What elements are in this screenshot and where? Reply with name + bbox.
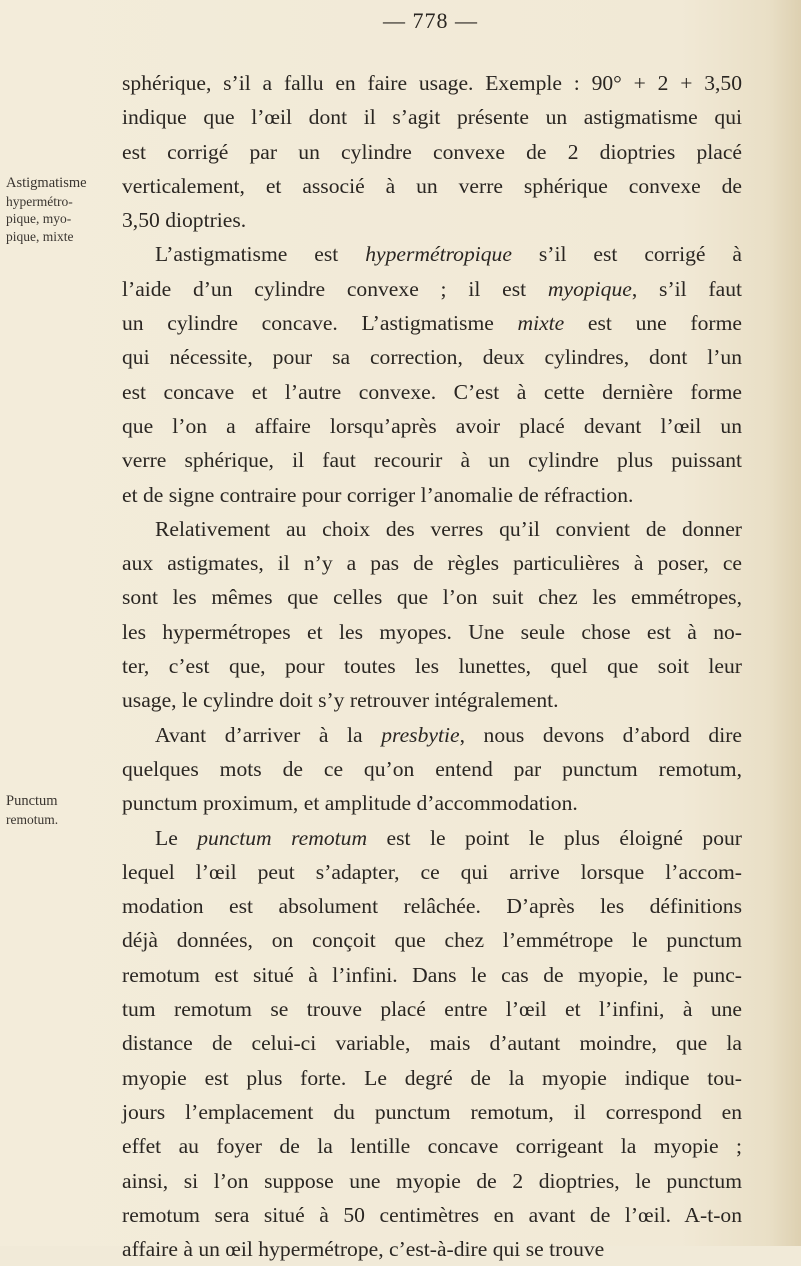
text-line: modation est absolument relâchée. D’après les définitions [122,894,742,919]
italic-term: mixte [517,311,565,336]
margin-note-line: hypermétro- [6,193,73,209]
margin-note-line: Astigmatisme [6,175,87,191]
italic-term: presbytie [381,722,460,747]
text-line: aux astigmates, il n’y a pas de règles particulières à poser, ce [122,551,742,576]
body-text [122,66,742,1266]
italic-term: punctum remotum [197,825,368,850]
text-line: déjà données, on conçoit que chez l’emmétrope le punctum [122,928,742,953]
text-line: L’astigmatisme est hypermétropique s’il est corrigé à [155,242,742,267]
text-line: Relativement au choix des verres qu’il convient de donner [155,516,742,541]
text-line: que l’on a affaire lorsqu’après avoir placé devant l’œil un [122,413,742,438]
page-number: — 778 — [383,8,478,33]
text-line: remotum sera situé à 50 centimètres en avant de l’œil. A-t-on [122,1202,742,1227]
margin-note-punctum [6,793,104,828]
text-line: ter, c’est que, pour toutes les lunettes, quel que soit leur [122,654,742,679]
text-line: verre sphérique, il faut recourir à un cylindre plus puissant [122,448,742,473]
text-line: Avant d’arriver à la presbytie, nous devons d’abord dire [155,722,742,747]
text-line: l’aide d’un cylindre convexe ; il est myopique, s’il faut [122,276,742,301]
text-line: tum remotum se trouve placé entre l’œil et l’infini, à une [122,997,742,1022]
text-line: qui nécessite, pour sa correction, deux cylindres, dont l’un [122,345,742,370]
text-line: myopie est plus forte. Le degré de la myopie indique tou- [122,1065,742,1090]
text-line: lequel l’œil peut s’adapter, ce qui arrive lorsque l’accom- [122,859,742,884]
text-line: sphérique, s’il a fallu en faire usage. Exemple : 90° + 2 + 3,50 [122,71,742,95]
text-line: usage, le cylindre doit s’y retrouver intégralement. [122,688,559,713]
italic-term: myopique [547,276,632,301]
text-line: indique que l’œil dont il s’agit présente un astigmatisme qui [122,105,742,130]
text-line: affaire à un œil hypermétrope, c’est-à-dire qui se trouve [122,1237,605,1262]
margin-note-line: pique, myo- [6,211,72,226]
text-line: Le punctum remotum est le point le plus éloigné pour [155,825,742,850]
text-line: remotum est situé à l’infini. Dans le cas de myopie, le punc- [122,962,742,987]
text-line: ainsi, si l’on suppose une myopie de 2 dioptries, le punctum [122,1168,742,1193]
text-line: effet au foyer de la lentille concave corrigeant la myopie ; [122,1134,742,1159]
italic-term: hypermétropique [365,242,512,267]
text-line: verticalement, et associé à un verre sphérique convexe de [122,173,742,198]
margin-note-line: Punctum [6,793,58,809]
text-line: est corrigé par un cylindre convexe de 2 dioptries placé [122,139,742,164]
text-line: sont les mêmes que celles que l’on suit chez les emmétropes, [122,585,742,610]
text-line: et de signe contraire pour corriger l’anomalie de réfraction. [122,482,634,507]
text-line: punctum proximum, et amplitude d’accommodation. [122,791,578,816]
text-line: les hypermétropes et les myopes. Une seule chose est à no- [122,619,742,644]
text-line: un cylindre concave. L’astigmatisme mixte est une forme [122,311,742,336]
text-line: jours l’emplacement du punctum remotum, il correspond en [122,1099,742,1124]
margin-note-line: remotum. [6,811,59,827]
margin-note-astigmatisme [6,175,104,245]
text-line: distance de celui-ci variable, mais d’autant moindre, que la [122,1031,742,1056]
text-line: quelques mots de ce qu’on entend par punctum remotum, [122,756,742,781]
text-line: est concave et l’autre convexe. C’est à cette dernière forme [122,379,742,404]
text-line: 3,50 dioptries. [122,208,247,233]
margin-note-line: pique, mixte [6,228,74,244]
